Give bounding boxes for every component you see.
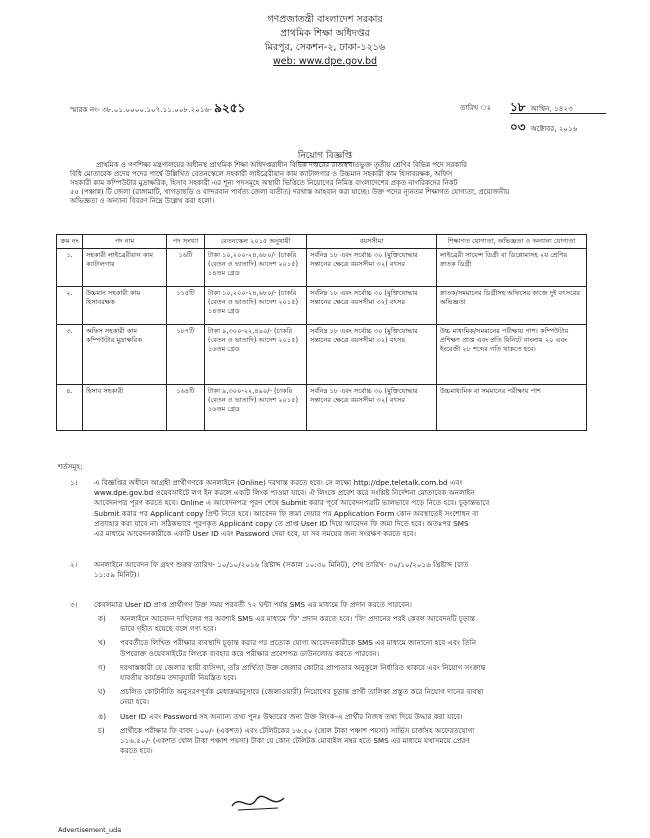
- cell-serial: ১.: [57, 249, 83, 287]
- sub-item-text: [120, 712, 598, 722]
- intro-line: সহকারী কাম কম্পিউটার মুদ্রাক্ষরিক, হিসাব সহকারী এর শূন্য পদসমূহে অস্থায়ী ভিত্তিতে নিয়োগের নিমিত্ত বাংলাদেশের প্রকৃত নাগরিকদের নিকট: [70, 179, 458, 187]
- date-bn-month-year: আশ্বিন, ১৪২৩: [530, 104, 573, 113]
- condition-line: অনলাইনে আবেদন ফি গ্রহণ শুরুর তারিখ- ১০/১০/২০১৬ খ্রিষ্টাব্দ (সকাল ১০:৩০ মিনিট), শেষ তারিখ- ৩০/১০/২০১৬ খ্রিষ্টাব্দ (রাত: [94, 560, 469, 569]
- date-bn-day: ১৮: [510, 100, 526, 114]
- cell-serial: ৪.: [57, 385, 83, 431]
- header-qualification: শিক্ষাগত যোগ্যতা, অভিজ্ঞতা ও অন্যান্য যোগ্যতা: [437, 235, 587, 249]
- date-english: [510, 116, 610, 139]
- header-pay-scale: বেতনস্কেল ২০১৫ অনুযায়ী: [205, 235, 307, 249]
- date-en-day: ০৩: [510, 120, 526, 134]
- header-age-limit: বয়সসীমা: [307, 235, 437, 249]
- intro-line: ৫৫ (পঞ্চান্ন) টি জেলা (রাঙ্গামাটি, খাগড়াছড়ি ও বান্দরবান পার্বত্য জেলা ব্যতীত) দরখাস্ত আহবান করা যাচ্ছে। উক্ত পদের ন্যূনতম শিক্ষাগত যোগ্যতা, প্রয়োজনীয়: [70, 188, 510, 196]
- sub-item-line: User ID এবং Password সহ অন্যান্য তথ্য পুনঃ উদ্ধারের জন্য উক্ত লিংক-এ প্রার্থীর নিজস্ব তথ্য দিয়ে উদ্ধার করা যাবে।: [120, 711, 463, 721]
- sub-item: [98, 663, 598, 683]
- condition-line: এ বিজ্ঞপ্তির অধীনে আগ্রহী প্রার্থীগণকে অনলাইনে (Online) দরখাস্ত করতে হবে। সে লক্ষ্যে http://dpe.teletalk.com.bd এবং: [94, 478, 463, 487]
- sub-item-text: [120, 726, 598, 757]
- conditions-heading: শর্তসমূহ:: [58, 462, 83, 471]
- cell-post-name: অফিস সহকারী কাম কম্পিউটার মুদ্রাক্ষরিক: [83, 325, 167, 385]
- condition-line: এর মাধ্যমে আবেদনকারীকে একটি User ID এবং Password দেয়া হবে, যা সব সময়ের জন্য সংরক্ষণ করতে হবে।: [94, 529, 417, 539]
- signature-mark: [228, 790, 288, 816]
- condition-item: [94, 478, 594, 539]
- sub-item-text: [120, 687, 598, 707]
- sub-item-text: [120, 638, 598, 658]
- sub-item-label: খ): [98, 638, 106, 648]
- cell-pay-scale: টাকা ১০,২০০-২৪,৬৮০/- (চাকরি (বেতন ও ভাতাদি) আদেশ ২০১৫) ১৪তম গ্রেড: [205, 249, 307, 287]
- header-line-2: প্রাথমিক শিক্ষা অধিদপ্তর: [280, 28, 370, 39]
- header-serial: ক্রম নং: [57, 235, 83, 249]
- sub-item-line: নেয়া হবে।: [120, 697, 150, 707]
- notice-title: নিয়োগ বিজ্ঞপ্তি: [297, 151, 353, 161]
- notice-title-wrap: [0, 143, 650, 163]
- sub-item: [98, 614, 598, 634]
- sub-item: [98, 726, 598, 757]
- cell-pay-scale: টাকা ১০,২০০-২৪,৬৮০/- (চাকরি (বেতন ও ভাতাদি) আদেশ ২০১৫) ১৪তম গ্রেড: [205, 287, 307, 325]
- cell-post-count: ১৬৪টি: [167, 385, 205, 431]
- sub-item: [98, 638, 598, 658]
- sub-item-line: ভাবে গৃহীত হয়েছে বলে গণ্য হবে।: [120, 624, 217, 634]
- condition-item: [94, 600, 594, 610]
- date-label: তারিখ ঃ: [460, 103, 491, 112]
- condition-line: ১১:৫৯ মিনিট)।: [94, 570, 140, 580]
- vacancy-table: [56, 234, 587, 431]
- memo-number-text: স্মারক নং- ৩৮.০১.০০০০.১০৭.১১.০০৮.২০১৬-: [70, 105, 212, 114]
- cell-serial: ৩.: [57, 325, 83, 385]
- intro-line: অভিজ্ঞতা ও অন্যান্য বিবরণ নিম্নে উল্লেখ করা হলো।: [70, 197, 215, 205]
- sub-item-line: পরবর্তীতে লিখিত পরীক্ষার ব্যবস্থাদি চূড়ান্ত করার পর প্রত্যেক যোগ্য আবেদনকারীকে SMS এর মাধ্যমে জানানো হবে এবং তিনি: [120, 638, 477, 648]
- table-row: [57, 287, 587, 325]
- sub-item-text: [120, 614, 598, 634]
- cell-post-count: ১৬টি: [167, 249, 205, 287]
- sub-item-label: গ): [98, 662, 106, 672]
- cell-post-name: সহকারী লাইব্রেরীয়ান কাম ক্যাটালগার: [83, 249, 167, 287]
- header-line-3: মিরপুর, সেকশন-২, ঢাকা-১২১৬: [264, 42, 386, 53]
- memo-number-handwritten: ৯২৫১: [214, 101, 246, 115]
- condition-line: www.dpe.gov.bd ওয়েবসাইটে লগ ইন করলে একটি লিংক পাওয়া যাবে। ঐ লিংকে প্রবেশ করে সংশ্লিষ্ট নির্দেশনা মোতাবেক অনলাইন: [94, 488, 475, 498]
- cell-post-count: ১১৫টি: [167, 287, 205, 325]
- header-post-name: পদ নাম: [83, 235, 167, 249]
- sub-item-line: দরখাস্তকারী যে জেলার স্থায়ী বাসিন্দা, তাঁর প্রার্থিতা উক্ত জেলার কোটার প্রাপ্যতার অনুকূলে নির্ধারিত থাকবে এবং নিয়োগ সংক্রান্ত: [120, 662, 486, 672]
- sub-item-line: প্রচলিত কোটানীতি অনুসরণপূর্বক মেধাক্রমানুসারে (জেলাওয়ারী) নিয়োগের চূড়ান্ত প্রার্থী তালিকা প্রস্তুত করে নিয়োগ দানের ব্যবস্থা: [120, 687, 484, 697]
- intro-paragraph: [70, 161, 590, 206]
- sub-item-label: চ): [98, 725, 105, 735]
- date-divider: [510, 113, 606, 114]
- cell-qualification: উচ্চ মাধ্যমিক/সমমানের পরীক্ষায় পাশ। কম্পিউটার প্রশিক্ষণ প্রাপ্ত এবং প্রতি মিনিটে বাংলায় ২০ এবং ইংরেজী ২৮ শব্দের গতি থাকতে হবে।: [437, 325, 587, 385]
- cell-qualification: লাইব্রেরী সায়েন্স ডিগ্রী বা ডিপ্লোমাসহ ২য় শ্রেণির স্নাতক ডিগ্রী: [437, 249, 587, 287]
- table-row: [57, 325, 587, 385]
- condition-item: [94, 560, 594, 580]
- cell-qualification: স্নাতক/সমমানের ডিগ্রীসহ অফিসের কাজে দুই বৎসরের অভিজ্ঞতা: [437, 287, 587, 325]
- sub-item-line: যাবতীয় কার্যক্রম তদানুযায়ী নিয়ন্ত্রিত হবে।: [120, 673, 237, 683]
- condition-line: আবেদনপত্র পূরণ করতে হবে। Online এ আবেদনপত্র পূরণ শেষে Submit করার পূর্বে আবেদনপত্রটি ভালভাবে পড়ে নিতে হবে। চূড়ান্তভাবে: [94, 498, 490, 508]
- cell-post-name: উচ্চমান সহকারী কাম হিসাবরক্ষক: [83, 287, 167, 325]
- cell-post-name: হিসাব সহকারী: [83, 385, 167, 431]
- sub-item-label: ঘ): [98, 687, 106, 697]
- cell-qualification: উচ্চমাধ্যমিক বা সমমানের পরীক্ষায় পাশ: [437, 385, 587, 431]
- sub-item-text: [120, 663, 598, 683]
- sub-item-label: ক): [98, 614, 106, 623]
- cell-age-limit: সর্বনিম্ন ১৮ এবং সর্বোচ্চ ৩০ (মুক্তিযোদ্ধার সন্তানের ক্ষেত্রে বয়সসীমা ৩২) বৎসর: [307, 249, 437, 287]
- sub-item-line: করতে হবে।: [120, 746, 153, 756]
- condition-line: প্রত্যাহার করা যাবে না। সঠিকভাবে পূরণকৃত Applicant copy তে প্রাপ্ত User ID দিয়ে আবেদন ফি জমা দিতে হবে। অতঃপর SMS: [94, 518, 469, 528]
- cell-serial: ২.: [57, 287, 83, 325]
- sub-item-line: প্রার্থীকে পরীক্ষার ফি বাবদ ১০০/- (একশত) এবং টেলিটকের ১৬.৫০ (ষোল টাকা পঞ্চাশ পয়সা) সার্ভিস চার্জসহ অফেরতযোগ্য: [120, 725, 475, 735]
- cell-age-limit: সর্বনিম্ন ১৮ এবং সর্বোচ্চ ৩০ (মুক্তিযোদ্ধার সন্তানের ক্ষেত্রে বয়সসীমা ৩২) বৎসর: [307, 385, 437, 431]
- cell-pay-scale: টাকা ৯,৩০০-২২,৪৯০/- (চাকরি (বেতন ও ভাতাদি) আদেশ ২০১৫) ১৬তম গ্রেড: [205, 325, 307, 385]
- footer-filename: Advertisement_uda: [58, 826, 122, 834]
- header-website: web: www.dpe.gov.bd: [272, 56, 378, 67]
- table-row: [57, 385, 587, 431]
- cell-age-limit: সর্বনিম্ন ১৮ এবং সর্বোচ্চ ৩০ (মুক্তিযোদ্ধার সন্তানের ক্ষেত্রে বয়সসীমা ৩২) বৎসর: [307, 325, 437, 385]
- condition-line: কেবলমাত্র User ID প্রাপ্ত প্রার্থীগণ উক্ত সময় পরবর্তী ৭২ ঘন্টা পর্যন্ত SMS এর মাধ্যমে ফি প্রদান করতে পারবেন।: [94, 600, 413, 609]
- cell-post-count: ১৮৭টি: [167, 325, 205, 385]
- memo-number: [70, 103, 245, 115]
- sub-item-line: ১১৬.৫০/- (একশত ষোল টাকা পঞ্চাশ পয়সা) টাকা যে কোন টেলিটক মোবাইল নম্বর হতে SMS এর মাধ্যমে যথাসময়ে প্রেরণ: [120, 736, 470, 746]
- sub-conditions: [98, 614, 598, 756]
- cell-pay-scale: টাকা ৯,৩০০-২২,৪৯০/- (চাকরি (বেতন ও ভাতাদি) আদেশ ২০১৫) ১৬তম গ্রেড: [205, 385, 307, 431]
- date-en-month-year: অক্টোবর, ২০১৬: [530, 124, 578, 133]
- condition-line: Submit করার পর Applicant copy প্রিন্ট নিতে হবে। আবেদন ফি জমা দেয়ার পর Application Form কোন অবস্থাতেই সংশোধন বা: [94, 508, 479, 518]
- condition-number: ২।: [70, 560, 78, 569]
- sub-item: [98, 687, 598, 707]
- header-post-count: পদ সংখ্যা: [167, 235, 205, 249]
- condition-number: ৩।: [70, 600, 78, 609]
- table-header-row: [57, 235, 587, 249]
- condition-number: ১।: [70, 478, 78, 487]
- table-row: [57, 249, 587, 287]
- sub-item: [98, 712, 598, 722]
- cell-age-limit: সর্বনিম্ন ১৮ এবং সর্বোচ্চ ৩০ (মুক্তিযোদ্ধার সন্তানের ক্ষেত্রে বয়সসীমা ৩২) বৎসর: [307, 287, 437, 325]
- sub-item-line: উপরোক্ত ওয়েবসাইটের লিংকে ব্যবহার করে পরীক্ষার প্রবেশপত্র ডাউনলোড করতে পারবেন।: [120, 648, 380, 658]
- header-line-1: গণপ্রজাতন্ত্রী বাংলাদেশ সরকার: [267, 14, 383, 25]
- sub-item-label: ঙ): [98, 711, 107, 721]
- intro-line: বিধি মোতাবেক প্রদেয় পদের পার্শ্বে উল্লিখিত বেতনস্কেলে সহকারী লাইব্রেরীয়ান কাম ক্যাটালগার ও উচ্চমান সহকারী কাম হিসাবরক্ষক, অফিস: [70, 170, 453, 178]
- intro-line: প্রাথমিক ও গণশিক্ষা মন্ত্রণালয়ের অধীনস্থ প্রাথমিক শিক্ষা অধিদপ্তরাধীন বিভিন্ন দপ্তরের রাজস্বখাতভুক্ত তৃতীয় শ্রেণির বিভিন্ন পদে সরকারি: [96, 161, 468, 169]
- sub-item-line: অনলাইনে আবেদন দাখিলের পর অবশ্যই SMS এর মাধ্যমে 'ফি' প্রদান করতে হবে। 'ফি' প্রদানের পরই কেবল আবেদনটি চূড়ান্ত: [120, 614, 475, 623]
